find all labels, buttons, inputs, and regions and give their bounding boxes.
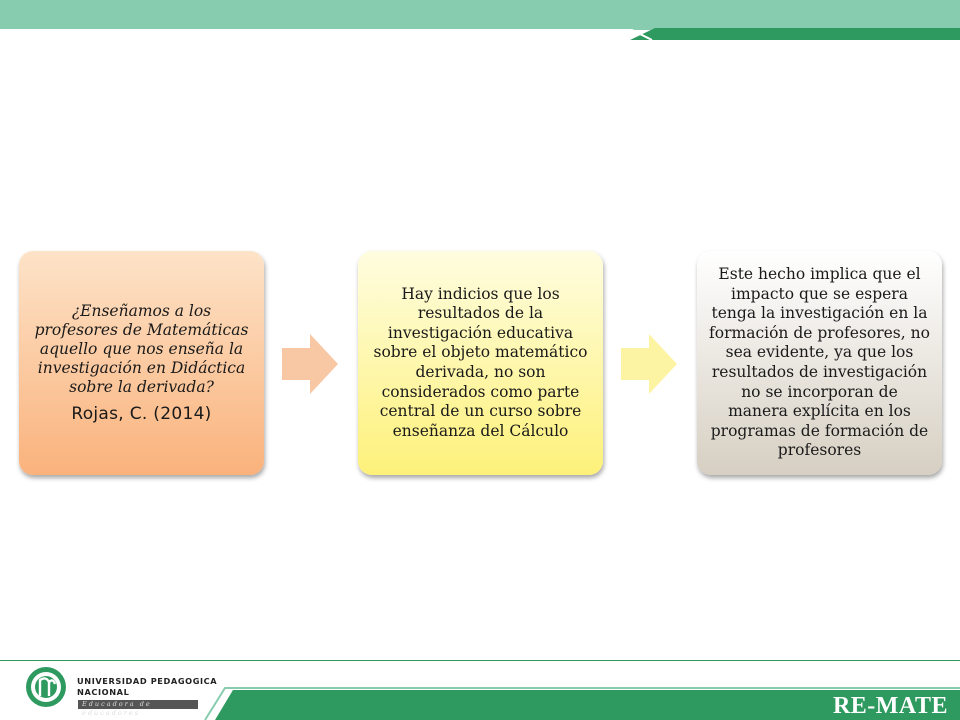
right-arrow-shape xyxy=(282,334,338,394)
implication-text: Este hecho implica que el impacto que se espera tenga la investigación en la formación de profesores, no sea evidente, ya que los resultados de investigación no se incorporan de manera explícita en los programas de formación de profesores xyxy=(709,265,930,460)
university-name-line1: UNIVERSIDAD PEDAGOGICA xyxy=(77,676,218,686)
question-text: ¿Enseñamos a los profesores de Matemáticas aquello que nos enseña la investigación en Didáctica sobre la derivada? xyxy=(34,302,249,396)
university-name xyxy=(77,676,217,698)
university-logo-icon xyxy=(25,666,67,708)
evidence-text: Hay indicios que los resultados de la investigación educativa sobre el objeto matemático derivada, no son considerados como parte central de un curso sobre enseñanza del Cálculo xyxy=(373,284,588,440)
flow-box-implication xyxy=(697,251,942,475)
right-arrow-icon xyxy=(282,334,338,394)
university-motto: Educadora de educadores xyxy=(78,700,198,709)
citation-text: Rojas, C. (2014) xyxy=(71,404,212,424)
top-banner xyxy=(0,0,960,40)
flow-box-question xyxy=(19,251,264,475)
brand-label: RE-MATE xyxy=(832,693,948,719)
right-arrow-icon xyxy=(621,334,677,394)
flow-box-evidence xyxy=(358,251,603,475)
right-arrow-shape xyxy=(621,334,677,394)
university-name-line2: NACIONAL xyxy=(77,687,130,697)
top-banner-light-band xyxy=(0,0,960,30)
bottom-banner-thin-line xyxy=(0,660,960,661)
top-banner-white-line xyxy=(0,30,652,40)
top-banner-dark-band xyxy=(630,28,960,40)
